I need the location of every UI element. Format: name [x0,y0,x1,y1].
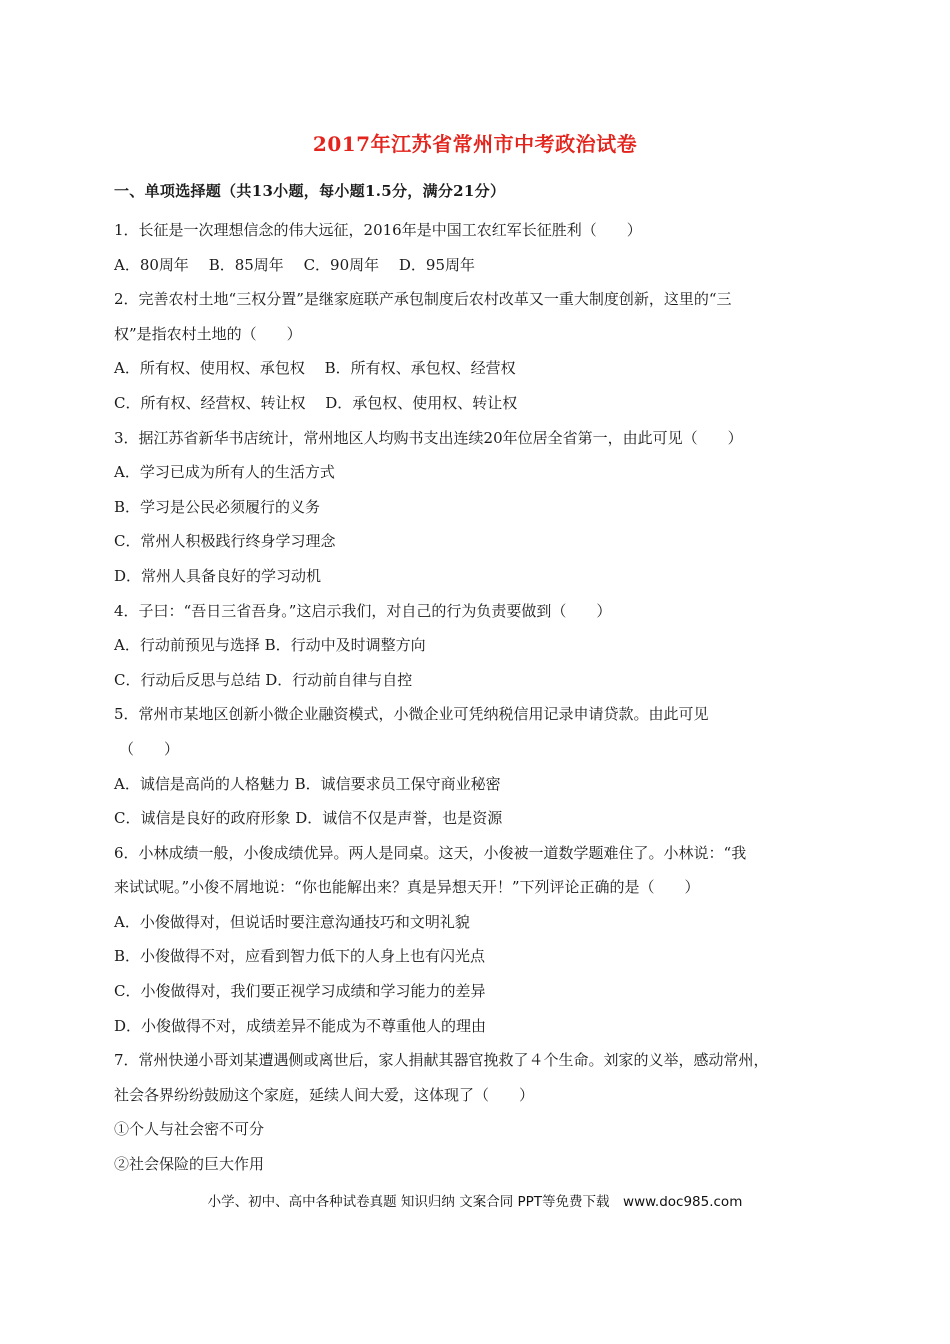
question-line: 3．据江苏省新华书店统计，常州地区人均购书支出连续20年位居全省第一，由此可见（ ） [114,428,743,447]
question-line: （ ） [119,739,180,758]
question-body [114,213,844,1182]
exam-title: 2017年江苏省常州市中考政治试卷 [312,132,638,156]
question-line: 6．小林成绩一般，小俊成绩优异。两人是同桌。这天，小俊被一道数学题难住了。小林说：“我 [114,843,747,862]
option-line: C．所有权、经营权、转让权 D．承包权、使用权、转让权 [114,393,518,412]
option-line: A．所有权、使用权、承包权 B．所有权、承包权、经营权 [114,359,516,378]
option-line: C．小俊做得对，我们要正视学习成绩和学习能力的差异 [114,982,486,1001]
option-line: C．常州人积极践行终身学习理念 [114,532,336,551]
question-line: 7．常州快递小哥刘某遭遇侧或离世后，家人捐献其器官挽救了４个生命。刘家的义举，感动常州， [114,1051,769,1070]
question-line: 社会各界纷纷鼓励这个家庭，延续人间大爱，这体现了（ ） [114,1085,535,1104]
question-line: 1．长征是一次理想信念的伟大远征，2016年是中国工农红军长征胜利（ ） [114,221,642,239]
page-footer: 小学、初中、高中各种试卷真题 知识归纳 文案合同 PPT等免费下载 www.doc985.com [207,1194,743,1210]
option-line: B．学习是公民必须履行的义务 [114,497,321,516]
option-line: C．诚信是良好的政府形象 D．诚信不仅是声誉，也是资源 [114,809,503,828]
section-heading: 一、单项选择题（共13小题，每小题1.5分，满分21分） [114,182,506,200]
question-line: 4．子曰：“吾日三省吾身。”这启示我们，对自己的行为负责要做到（ ） [114,601,612,620]
question-line: 来试试呢。”小俊不屑地说：“你也能解出来？真是异想天开！”下列评论正确的是（ ） [114,878,700,897]
option-line: A．诚信是高尚的人格魅力 B．诚信要求员工保守商业秘密 [114,774,501,793]
option-line: ①个人与社会密不可分 [114,1120,265,1139]
option-line: B．小俊做得不对，应看到智力低下的人身上也有闪光点 [114,947,486,966]
question-line: 5．常州市某地区创新小微企业融资模式，小微企业可凭纳税信用记录申请贷款。由此可见 [114,705,709,724]
question-line: 权”是指农村土地的（ ） [114,324,302,343]
option-line: C．行动后反思与总结 D．行动前自律与自控 [114,670,413,689]
option-line: A．行动前预见与选择 B．行动中及时调整方向 [114,636,426,655]
option-line: D．小俊做得不对，成绩差异不能成为不尊重他人的理由 [114,1016,487,1035]
option-line: ②社会保险的巨大作用 [114,1155,265,1174]
option-line: D．常州人具备良好的学习动机 [114,566,322,585]
question-line: 2．完善农村土地“三权分置”是继家庭联产承包制度后农村改革又一重大制度创新，这里的“三 [114,290,732,309]
option-line: A．学习已成为所有人的生活方式 [114,463,335,482]
option-line: A．小俊做得对，但说话时要注意沟通技巧和文明礼貌 [114,912,470,931]
option-line: A．80周年 B．85周年 C．90周年 D．95周年 [114,255,476,274]
